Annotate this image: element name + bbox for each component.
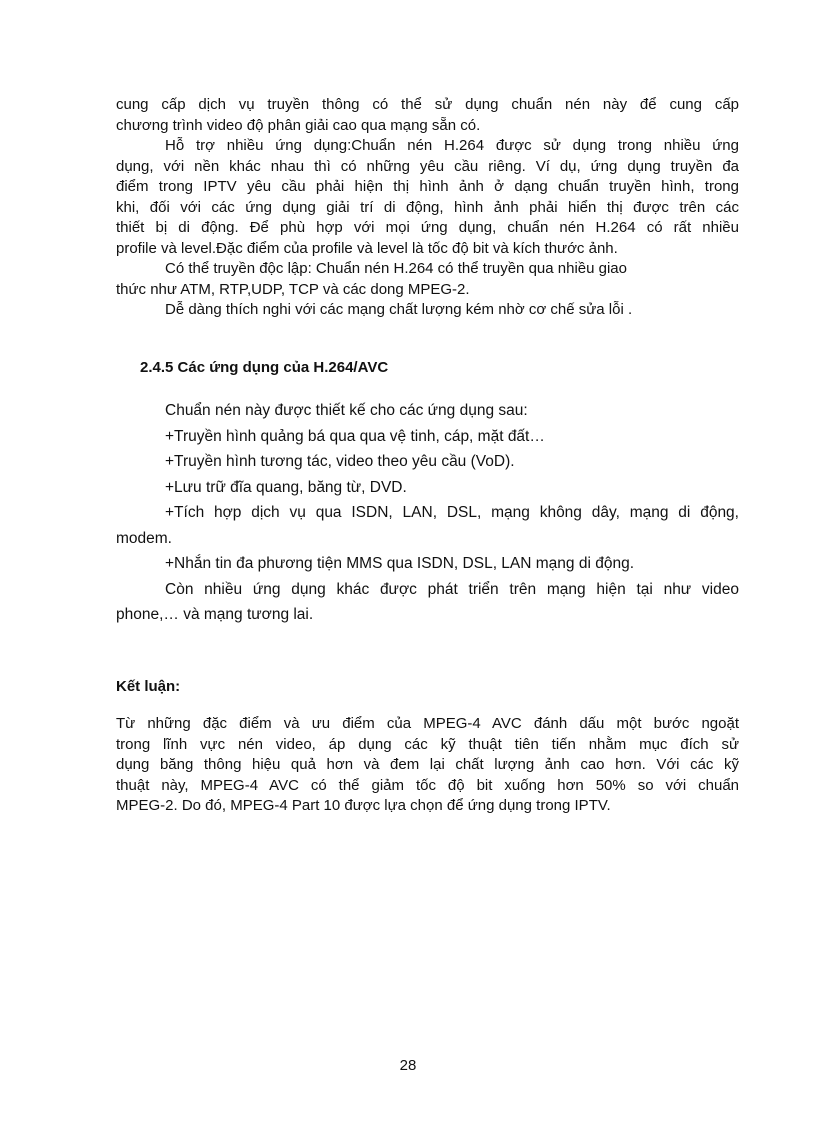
- conclusion-heading: Kết luận:: [116, 678, 181, 695]
- text-line: dụng băng thông hiệu quả hơn và đem lại chất lượng ảnh cao hơn. Với các kỹ: [116, 756, 739, 773]
- text-line: MPEG-2. Do đó, MPEG-4 Part 10 được lựa chọn để ứng dụng trong IPTV.: [116, 797, 611, 814]
- text-line: Có thể truyền độc lập: Chuẩn nén H.264 có thể truyền qua nhiều giao: [165, 260, 627, 277]
- list-item: +Truyền hình quảng bá qua qua vệ tinh, cáp, mặt đất…: [165, 427, 545, 445]
- text-line: chương trình video độ phân giải cao qua mạng sẵn có.: [116, 116, 481, 134]
- text-line: thiết bị di động. Để phù hợp với mọi ứng dụng, chuẩn nén H.264 có rất nhiều: [116, 219, 739, 236]
- text-line: Hỗ trợ nhiều ứng dụng:Chuẩn nén H.264 được sử dụng trong nhiều ứng: [165, 137, 739, 154]
- text-line: phone,… và mạng tương lai.: [116, 606, 314, 623]
- list-item: +Tích hợp dịch vụ qua ISDN, LAN, DSL, mạng không dây, mạng di động,: [165, 504, 739, 521]
- applications-list: [116, 398, 739, 628]
- text-line: modem.: [116, 529, 172, 547]
- text-line: Từ những đặc điểm và ưu điểm của MPEG-4 AVC đánh dấu một bước ngoặt: [116, 715, 739, 732]
- page-number: 28: [399, 1057, 417, 1074]
- text-line: điểm trong IPTV yêu cầu phải hiện thị hình ảnh ở dạng chuẩn truyền hình, trong: [116, 178, 739, 195]
- text-line: dụng, với nền khác nhau thì có những yêu cầu riêng. Ví dụ, ứng dụng truyền đa: [116, 157, 739, 175]
- text-line: Còn nhiều ứng dụng khác được phát triển trên mạng hiện tại như video: [165, 580, 739, 598]
- text-line: Chuẩn nén này được thiết kế cho các ứng dụng sau:: [165, 402, 528, 419]
- text-line: cung cấp dịch vụ truyền thông có thể sử dụng chuẩn nén này để cung cấp: [116, 96, 739, 113]
- text-line: trong lĩnh vực nén video, áp dụng các kỹ thuật tiên tiến nhằm mục đích sử: [116, 735, 739, 753]
- text-line: profile và level.Đặc điểm của profile và level là tốc độ bit và kích thước ảnh.: [116, 239, 618, 257]
- conclusion-paragraph: [116, 714, 739, 817]
- list-item: +Nhắn tin đa phương tiện MMS qua ISDN, DSL, LAN mạng di động.: [165, 555, 635, 572]
- text-line: khi, đối với các ứng dụng giải trí di động, hình ảnh phải hiển thị được trên các: [116, 198, 739, 216]
- list-item: +Lưu trữ đĩa quang, băng từ, DVD.: [165, 478, 407, 496]
- text-line: thuật này, MPEG-4 AVC có thể giảm tốc độ bit xuống hơn 50% so với chuẩn: [116, 776, 739, 794]
- text-line: Dễ dàng thích nghi với các mạng chất lượng kém nhờ cơ chế sửa lỗi .: [165, 301, 633, 318]
- list-item: +Truyền hình tương tác, video theo yêu cầu (VoD).: [165, 453, 515, 470]
- section-heading: 2.4.5 Các ứng dụng của H.264/AVC: [140, 359, 389, 376]
- text-line: thức như ATM, RTP,UDP, TCP và các dong MPEG-2.: [116, 280, 470, 298]
- intro-paragraphs: [116, 95, 739, 321]
